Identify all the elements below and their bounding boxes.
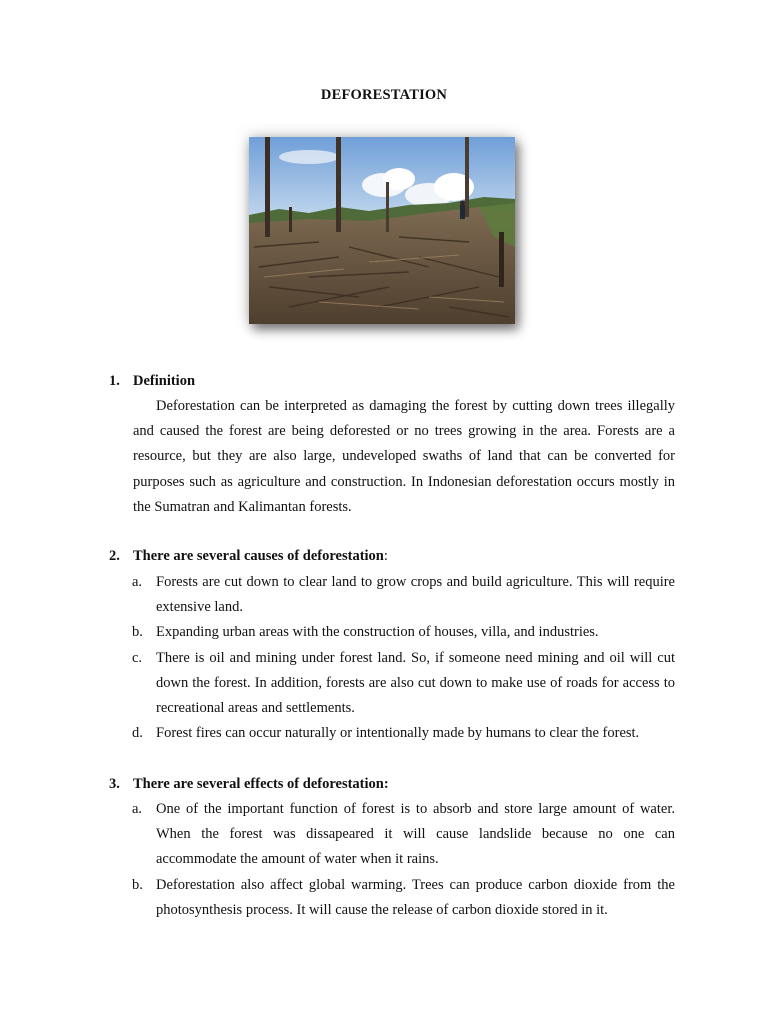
deforestation-photo	[249, 137, 515, 324]
list-item	[109, 570, 675, 620]
section-number: 1.	[109, 373, 120, 389]
list-item	[109, 620, 675, 645]
list-item	[109, 646, 675, 722]
section-title-wrap	[133, 548, 388, 565]
list-item	[109, 797, 675, 873]
section-title: There are several causes of deforestation	[133, 548, 384, 564]
list-item-text: Forests are cut down to clear land to grow crops and build agriculture. This will require extensive land.	[156, 574, 675, 616]
causes-list	[109, 570, 675, 746]
list-item-text: Expanding urban areas with the construction of houses, villa, and industries.	[156, 624, 599, 641]
list-item-text: There is oil and mining under forest land. So, if someone need mining and oil will cut down the forest. In addition, forests are also cut down to make use of roads for access to recreational areas and settlements.	[156, 649, 675, 717]
deforested-hillside-photo	[249, 137, 515, 324]
list-marker: b.	[132, 624, 143, 641]
definition-paragraph: Deforestation can be interpreted as damaging the forest by cutting down trees illegally and caused the forest are being deforested or no trees growing in the area. Forests are a resource, but they are also large, undeveloped swaths of land that can be converted for purposes such as agriculture and construction. In Indonesian deforestation occurs mostly in the Sumatran and Kalimantan forests.	[133, 398, 675, 515]
section-title: There are several effects of deforestation:	[133, 776, 389, 792]
list-marker: a.	[132, 801, 143, 817]
effects-list	[109, 797, 675, 923]
list-item	[109, 873, 675, 923]
list-marker: d.	[132, 725, 143, 742]
section-title: Definition	[133, 373, 196, 389]
list-item-text: Deforestation also affect global warming. Trees can produce carbon dioxide from the photosynthesis process. It will cause the release of carbon dioxide stored in it.	[156, 876, 675, 918]
list-marker: b.	[132, 876, 143, 893]
section-title-suffix: :	[383, 548, 388, 564]
list-item	[109, 721, 675, 746]
list-marker: a.	[132, 574, 143, 590]
list-item-text: One of the important function of forest is to absorb and store large amount of water. When the forest was dissapeared it will cause landslide because no one can accommodate the amount of water when it rains.	[156, 801, 675, 868]
section-number: 2.	[109, 548, 120, 564]
document-title: DEFORESTATION	[320, 87, 448, 103]
section-number: 3.	[109, 776, 120, 792]
list-marker: c.	[132, 649, 143, 666]
list-item-text: Forest fires can occur naturally or intentionally made by humans to clear the forest.	[156, 725, 640, 742]
